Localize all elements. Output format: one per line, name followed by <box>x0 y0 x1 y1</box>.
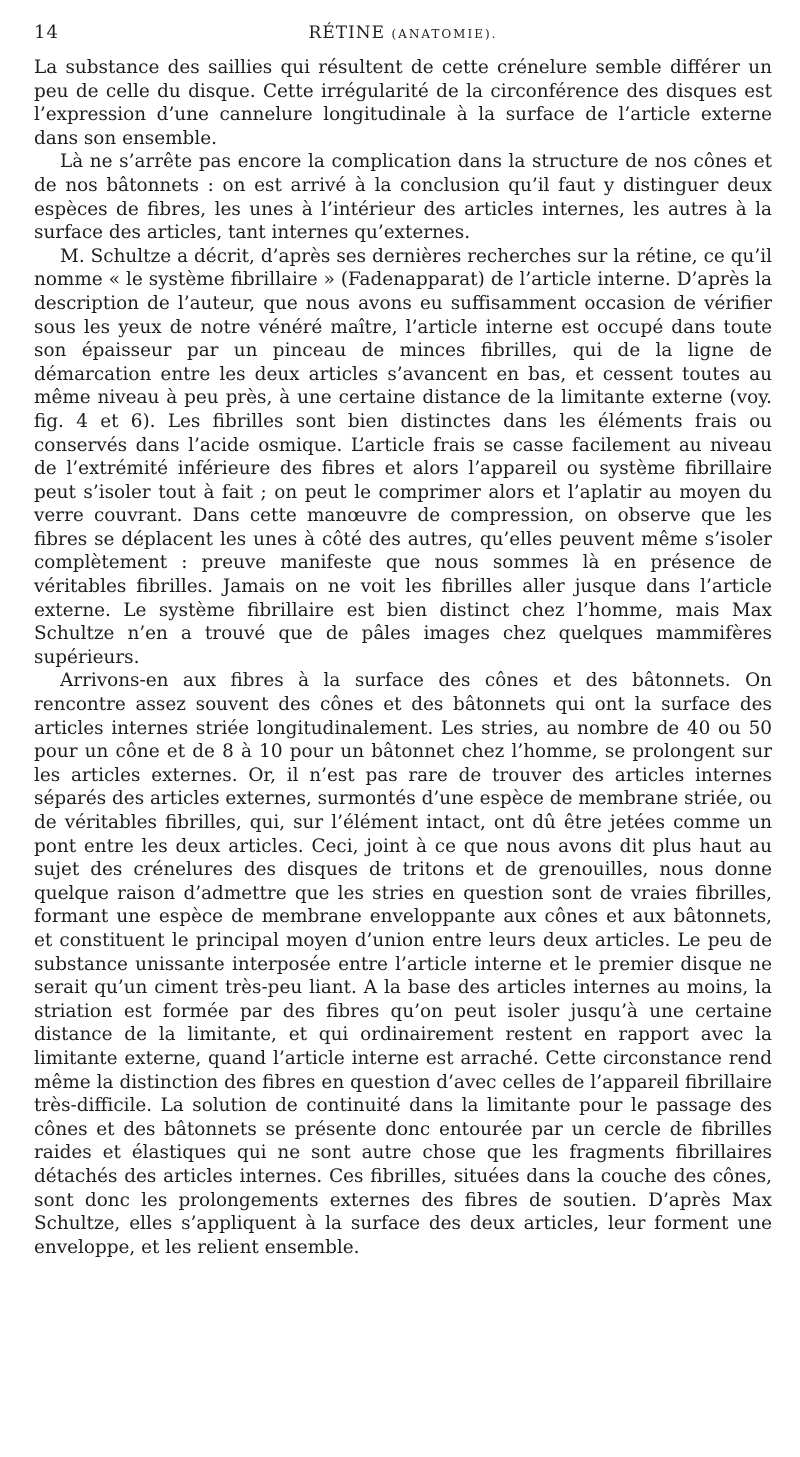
running-header <box>34 22 772 56</box>
paragraph-4: Arrivons-en aux fibres à la surface des cônes et des bâtonnets. On rencontre assez souvent des cônes et des bâtonnets qui ont la surface des articles internes striée longitudinalement. Les stries, au nombre de 40 ou 50 pour un cône et de 8 à 10 pour un bâtonnet chez l’homme, se prolongent sur les articles externes. Or, il n’est pas rare de trouver des articles internes séparés des articles externes, surmontés d’une espèce de membrane striée, ou de véritables fibrilles, qui, sur l’élément intact, ont dû être jetées comme un pont entre les deux articles. Ceci, joint à ce que nous avons dit plus haut au sujet des crénelures des disques de tritons et de grenouilles, nous donne quelque raison d’admettre que les stries en question sont de vraies fibrilles, formant une espèce de membrane enveloppante aux cônes et aux bâtonnets, et constituent le principal moyen d’union entre leurs deux articles. Le peu de substance unissante interposée entre l’article interne et le premier disque ne serait qu’un ciment très-peu liant. A la base des articles internes au moins, la striation est formée par des fibres qu’on peut isoler jusqu’à une certaine distance de la limitante, et qui ordinairement restent en rapport avec la limitante externe, quand l’article interne est arraché. Cette circonstance rend même la distinction des fibres en question d’avec celles de l’appareil fibrillaire très-difficile. La solution de continuité dans la limitante pour le passage des cônes et des bâtonnets se présente donc entourée par un cercle de fibrilles raides et élastiques qui ne sont autre chose que les fragments fibrillaires détachés des articles internes. Ces fibrilles, situées dans la couche des cônes, sont donc les prolongements externes des fibres de soutien. D’après Max Schultze, elles s’appliquent à la surface des deux articles, leur forment une enveloppe, et les relient ensemble. <box>34 670 772 1258</box>
paragraph-3: M. Schultze a décrit, d’après ses dernières recherches sur la rétine, ce qu’il nomme « le système fibrillaire » (Fadenapparat) de l’article interne. D’après la description de l’auteur, que nous avons eu suffisamment occasion de vérifier sous les yeux de notre vénéré maître, l’article interne est occupé dans toute son épaisseur par un pinceau de minces fibrilles, qui de la ligne de démarcation entre les deux articles s’avancent en bas, et cessent toutes au même niveau à peu près, à une certaine distance de la limitante externe (voy. fig. 4 et 6). Les fibrilles sont bien distinctes dans les éléments frais ou conservés dans l’acide osmique. L’article frais se casse facilement au niveau de l’extrémité inférieure des fibres et alors l’appareil ou système fibrillaire peut s’isoler tout à fait ; on peut le comprimer alors et l’aplatir au moyen du verre couvrant. Dans cette manœuvre de compression, on observe que les fibres se déplacent les unes à côté des autres, qu’elles peuvent même s’isoler complètement : preuve manifeste que nous sommes là en présence de véritables fibrilles. Jamais on ne voit les fibrilles aller jusque dans l’article externe. Le système fibrillaire est bien distinct chez l’homme, mais Max Schultze n’en a trouvé que de pâles images chez quelques mammifères supérieurs. <box>34 245 772 668</box>
book-page <box>34 22 772 1259</box>
title-text: RÉTINE <box>308 23 386 43</box>
running-title <box>74 23 732 43</box>
title-subtitle: (ANATOMIE). <box>391 27 498 41</box>
paragraph-1: La substance des saillies qui résultent de cette crénelure semble différer un peu de celle du disque. Cette irrégularité de la circonférence des disques est l’expression d’une cannelure longitudinale à la surface de l’article externe dans son ensemble. <box>34 57 772 149</box>
page-number: 14 <box>34 22 59 43</box>
paragraph-2: Là ne s’arrête pas encore la complication dans la structure de nos cônes et de nos bâtonnets : on est arrivé à la conclusion qu’il faut y distinguer deux espèces de fibres, les unes à l’intérieur des articles internes, les autres à la surface des articles, tant internes qu’externes. <box>34 151 772 244</box>
body-text <box>34 56 772 1259</box>
